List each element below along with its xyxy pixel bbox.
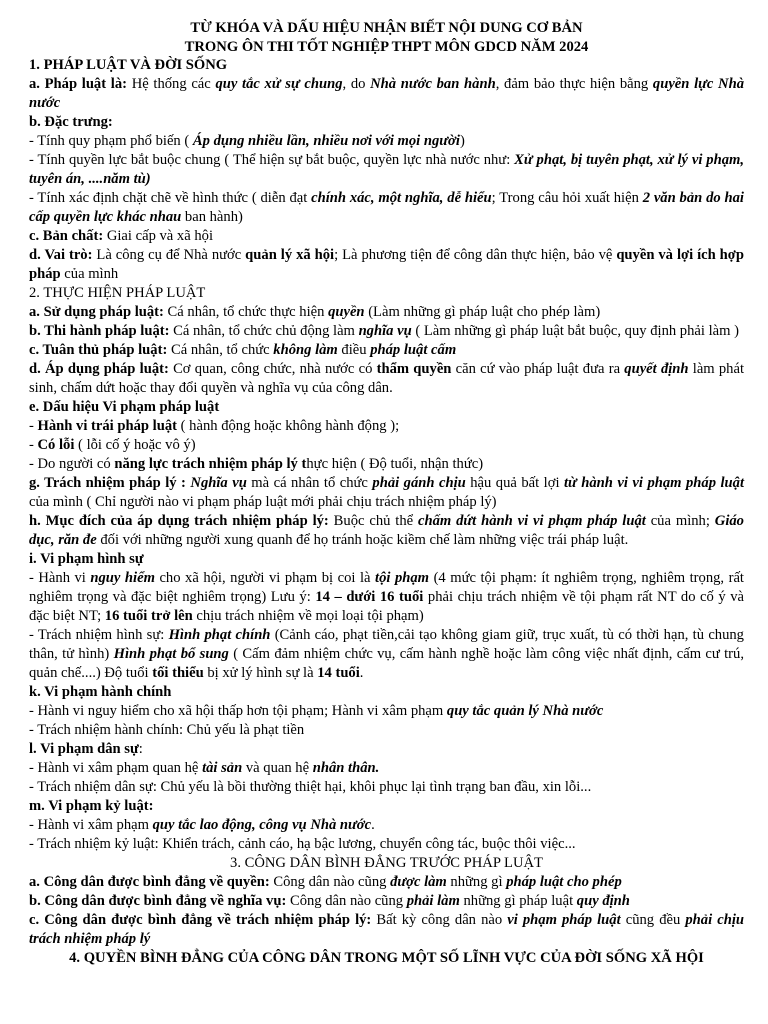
s2-g-paragraph xyxy=(29,474,744,512)
text: - Trách nhiệm hình sự: xyxy=(29,627,169,643)
keyword: Hành vi trái pháp luật xyxy=(37,418,178,434)
text: ; Trong câu hỏi xuất hiện xyxy=(491,190,643,206)
s2-m-line-1 xyxy=(29,816,744,835)
text: , do xyxy=(342,76,371,92)
keyword: nhân thân. xyxy=(312,760,380,776)
s2-b-paragraph xyxy=(29,322,744,341)
keyword: Nghĩa vụ xyxy=(190,475,247,491)
keyword: nghĩa vụ xyxy=(358,323,412,339)
s1-c-paragraph xyxy=(29,227,744,246)
keyword: 2 văn bản do hai cấp quyền lực khác nhau xyxy=(29,190,744,225)
keyword: năng lực trách nhiệm pháp lý t xyxy=(114,456,307,472)
keyword: quy định xyxy=(576,893,630,909)
keyword: quyền xyxy=(328,304,365,320)
keyword: nguy hiểm xyxy=(90,570,155,586)
s2-b-label: b. Thi hành pháp luật: xyxy=(29,323,170,339)
text: ( Làm những gì pháp luật bắt buộc, quy định phải làm ) xyxy=(411,323,739,339)
text: phải chịu trách nhiệm về tội phạm rất NT do cố ý và đặc biệt NT; xyxy=(29,589,744,624)
s2-l-line-2: - Trách nhiệm dân sự: Chủ yếu là bồi thường thiệt hại, khôi phục lại tình trạng ban đầu, xin lỗi... xyxy=(29,779,592,795)
keyword: Hình phạt chính xyxy=(168,627,271,643)
text: đối với những người xung quanh để họ tránh hoặc kiềm chế làm những việc trái pháp luật. xyxy=(96,532,629,548)
keyword: Hình phạt bổ sung xyxy=(113,646,229,662)
text: . xyxy=(371,817,375,833)
keyword: được làm xyxy=(390,874,447,890)
s1-d-paragraph xyxy=(29,246,744,284)
s2-i-line-1 xyxy=(29,569,744,626)
text: ban hành) xyxy=(181,209,243,225)
keyword: vi phạm pháp luật xyxy=(507,912,621,928)
text: những gì pháp luật xyxy=(459,893,577,909)
text: điều xyxy=(337,342,371,358)
s2-k-line-1 xyxy=(29,702,744,721)
keyword: phải chịu trách nhiệm pháp lý xyxy=(29,912,744,947)
text: Cá nhân, tổ chức chủ động làm xyxy=(169,323,359,339)
section-2-heading: 2. THỰC HIỆN PHÁP LUẬT xyxy=(29,285,206,301)
text: cho xã hội, người vi phạm bị coi là xyxy=(154,570,376,586)
s2-a-label: a. Sử dụng pháp luật: xyxy=(29,304,164,320)
s2-l-label: l. Vi phạm dân sự xyxy=(29,741,139,757)
s2-l-line-1 xyxy=(29,759,744,778)
s2-e-line-3 xyxy=(29,455,744,474)
keyword: tài sản xyxy=(202,760,243,776)
s1-a-paragraph xyxy=(29,75,744,113)
text: - Hành vi xâm phạm quan hệ xyxy=(29,760,203,776)
keyword: tội phạm xyxy=(375,570,430,586)
keyword: chấm dứt hành vi vi phạm pháp luật xyxy=(418,513,646,529)
text: của mình xyxy=(60,266,119,282)
s2-c-label: c. Tuân thủ pháp luật: xyxy=(29,342,168,358)
keyword: quản lý xã hội xyxy=(245,247,335,263)
keyword: quyền và lợi ích hợp pháp xyxy=(29,247,744,282)
s2-d-paragraph xyxy=(29,360,744,398)
text: làm phát sinh, chấm dứt hoặc thay đổi quyền và nghĩa vụ của công dân. xyxy=(29,361,745,396)
keyword: quy tắc xử sự chung xyxy=(215,76,343,92)
text: : xyxy=(138,741,143,757)
text: của mình; xyxy=(645,513,715,529)
text: và quan hệ xyxy=(242,760,313,776)
text: bị xử lý hình sự là xyxy=(203,665,318,681)
keyword: Có lỗi xyxy=(37,437,75,453)
text: - xyxy=(29,437,38,453)
keyword: tối thiểu xyxy=(152,665,204,681)
s1-b-label: b. Đặc trưng: xyxy=(29,114,113,130)
s3-a-label: a. Công dân được bình đẳng về quyền: xyxy=(29,874,270,890)
section-3-heading: 3. CÔNG DÂN BÌNH ĐẲNG TRƯỚC PHÁP LUẬT xyxy=(230,855,543,871)
s3-c-paragraph xyxy=(29,911,744,949)
s1-c-label: c. Bản chất: xyxy=(29,228,104,244)
text: (Làm những gì pháp luật cho phép làm) xyxy=(364,304,601,320)
keyword: 14 – dưới 16 tuổi xyxy=(315,589,424,605)
text: Cá nhân, tổ chức xyxy=(167,342,274,358)
text: chịu trách nhiệm về mọi loại tội phạm) xyxy=(192,608,424,624)
s2-m-label: m. Vi phạm kỷ luật: xyxy=(29,798,154,814)
text: ( lỗi cố ý hoặc vô ý) xyxy=(74,437,196,453)
text: Buộc chủ thể xyxy=(328,513,419,529)
text: - Do người có xyxy=(29,456,115,472)
section-4-heading: 4. QUYỀN BÌNH ĐẲNG CỦA CÔNG DÂN TRONG MỘT SỐ LĨNH VỰC CỦA ĐỜI SỐNG XÃ HỘI xyxy=(69,950,704,966)
text: những gì xyxy=(446,874,507,890)
text: - xyxy=(29,418,38,434)
text: - Tính quy phạm phổ biến ( xyxy=(29,133,193,149)
s2-e-line-2 xyxy=(29,436,744,455)
text: Cá nhân, tổ chức thực hiện xyxy=(163,304,329,320)
text: hực hiện ( Độ tuổi, nhận thức) xyxy=(306,456,484,472)
s2-l-label-line xyxy=(29,740,744,759)
keyword: pháp luật cấm xyxy=(370,342,457,358)
keyword: không làm xyxy=(273,342,338,358)
s1-b-line-2 xyxy=(29,151,744,189)
keyword: Giáo dục, răn đe xyxy=(29,513,744,548)
text: - Hành vi xâm phạm xyxy=(29,817,153,833)
keyword: quyền lực Nhà nước xyxy=(29,76,744,111)
s3-a-paragraph xyxy=(29,873,744,892)
s2-i-line-2 xyxy=(29,626,744,683)
keyword: 16 tuổi trở lên xyxy=(104,608,193,624)
s2-i-label: i. Vi phạm hình sự xyxy=(29,551,144,567)
text: hậu quả bất lợi xyxy=(465,475,564,491)
text: ; Là phương tiện để công dân thực hiện, bảo vệ xyxy=(334,247,617,263)
text: - Hành vi xyxy=(29,570,91,586)
s2-a-paragraph xyxy=(29,303,744,322)
keyword: từ hành vi vi phạm pháp luật xyxy=(563,475,745,491)
s2-m-line-2: - Trách nhiệm kỷ luật: Khiển trách, cảnh cáo, hạ bậc lương, chuyển công tác, buộc thôi việc... xyxy=(29,836,576,852)
text: (4 mức tội phạm: ít nghiêm trọng, nghiêm trọng, rất nghiêm trọng và đặc biệt nghiêm trọng) Lưu ý: xyxy=(29,570,744,605)
text: mà cá nhân tổ chức xyxy=(246,475,373,491)
text: (Cảnh cáo, phạt tiền,cải tạo không giam giữ, trục xuất, tù có thời hạn, tù chung thân, tử hình) xyxy=(29,627,744,662)
text: - Tính quyền lực bắt buộc chung ( Thể hiện sự bắt buộc, quyền lực nhà nước như: xyxy=(29,152,515,168)
keyword: quyết định xyxy=(624,361,689,377)
text: Cơ quan, công chức, nhà nước có xyxy=(168,361,377,377)
s2-k-line-2: - Trách nhiệm hành chính: Chủ yếu là phạt tiền xyxy=(29,722,305,738)
keyword: Xử phạt, bị tuyên phạt, xử lý vi phạm, tuyên án, ....năm tù) xyxy=(29,152,744,187)
keyword: chính xác, một nghĩa, dễ hiểu xyxy=(311,190,492,206)
s2-k-label: k. Vi phạm hành chính xyxy=(29,684,172,700)
text: Hệ thống các xyxy=(127,76,216,92)
text: - Tính xác định chặt chẽ về hình thức ( diễn đạt xyxy=(29,190,312,206)
s1-a-label: a. Pháp luật là: xyxy=(29,76,127,92)
text: . xyxy=(359,665,364,681)
document-title-line-1: TỪ KHÓA VÀ DẤU HIỆU NHẬN BIẾT NỘI DUNG CƠ BẢN xyxy=(190,20,583,36)
keyword: quy tắc quản lý Nhà nước xyxy=(446,703,604,719)
section-1-heading: 1. PHÁP LUẬT VÀ ĐỜI SỐNG xyxy=(29,57,228,73)
s3-b-paragraph xyxy=(29,892,744,911)
s2-e-label: e. Dấu hiệu Vi phạm pháp luật xyxy=(29,399,220,415)
text: Giai cấp và xã hội xyxy=(103,228,214,244)
text: Bất kỳ công dân nào xyxy=(371,912,508,928)
text: ) xyxy=(459,133,465,149)
keyword: Áp dụng nhiều lần, nhiều nơi với mọi người xyxy=(192,133,460,149)
text: Công dân nào cũng xyxy=(286,893,407,909)
s1-b-line-3 xyxy=(29,189,744,227)
text: ( hành động hoặc không hành động ); xyxy=(177,418,400,434)
keyword: phải gánh chịu xyxy=(372,475,466,491)
text: cũng đều xyxy=(620,912,686,928)
s2-h-label: h. Mục đích của áp dụng trách nhiệm pháp lý: xyxy=(29,513,329,529)
text: căn cứ vào pháp luật đưa ra xyxy=(451,361,625,377)
s3-c-label: c. Công dân được bình đẳng về trách nhiệm pháp lý: xyxy=(29,912,372,928)
keyword: thẩm quyền xyxy=(376,361,452,377)
s2-h-paragraph xyxy=(29,512,744,550)
s1-d-label: d. Vai trò: xyxy=(29,247,93,263)
keyword: 14 tuổi xyxy=(317,665,360,681)
text: của mình ( Chỉ người nào vi phạm pháp luật mới phải chịu trách nhiệm pháp lý) xyxy=(29,494,497,510)
keyword: Nhà nước ban hành xyxy=(370,76,496,92)
text: Là công cụ để Nhà nước xyxy=(92,247,246,263)
keyword: quy tắc lao động, công vụ Nhà nước xyxy=(152,817,372,833)
s1-b-line-1 xyxy=(29,132,744,151)
s3-b-label: b. Công dân được bình đẳng về nghĩa vụ: xyxy=(29,893,287,909)
text: , đảm bảo thực hiện bằng xyxy=(495,76,653,92)
document-title-line-2: TRONG ÔN THI TỐT NGHIỆP THPT MÔN GDCD NĂM 2024 xyxy=(184,38,589,55)
s2-g-label: g. Trách nhiệm pháp lý : xyxy=(29,475,186,491)
keyword: phải làm xyxy=(406,893,460,909)
s2-d-label: d. Áp dụng pháp luật: xyxy=(29,361,169,377)
text: - Hành vi nguy hiểm cho xã hội thấp hơn tội phạm; Hành vi xâm phạm xyxy=(29,703,447,719)
keyword: pháp luật cho phép xyxy=(506,874,622,890)
text: Công dân nào cũng xyxy=(269,874,391,890)
s2-c-paragraph xyxy=(29,341,744,360)
text: ( Cấm đảm nhiệm chức vụ, cấm hành nghề hoặc làm công việc nhất định, cấm cư trú, quản chế....) Độ tuổi xyxy=(29,646,744,681)
s2-e-line-1 xyxy=(29,417,744,436)
